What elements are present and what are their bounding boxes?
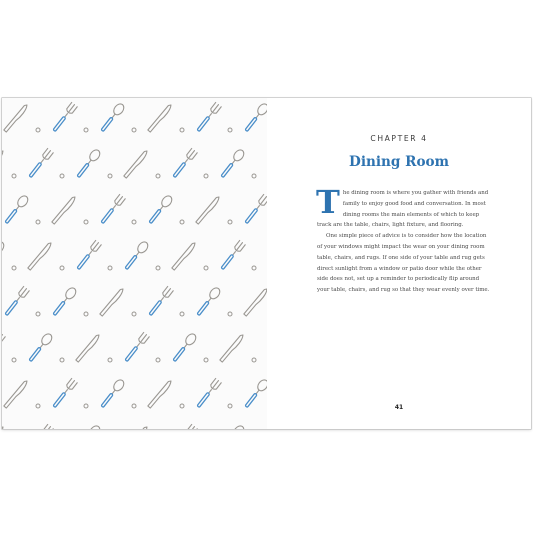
knife-icon [4,104,29,133]
dot-icon [156,174,160,178]
spoon-icon [3,194,30,225]
dot-icon [132,312,136,316]
text-line: side does not, set up a reminder to periodically flip around [317,276,480,283]
cutlery-pattern [2,98,267,429]
spoon-icon [171,332,198,363]
fork-icon [195,102,221,132]
knife-icon [28,242,53,271]
knife-icon [76,334,101,363]
spoon-icon [99,378,126,409]
spoon-icon [51,286,78,317]
dot-icon [252,358,256,362]
dot-icon [156,266,160,270]
fork-icon [243,194,267,224]
dot-icon [228,404,232,408]
knife-icon [196,196,221,225]
spoon-icon [99,102,126,133]
spoon-icon [123,240,150,271]
fork-icon [75,240,101,270]
fork-icon [27,424,53,429]
fork-icon [51,378,77,408]
dot-icon [60,174,64,178]
knife-icon [100,288,125,317]
book-spread [2,98,531,429]
dot-icon [252,174,256,178]
dot-icon [36,312,40,316]
dot-icon [228,312,232,316]
knife-icon [148,380,173,409]
dot-icon [132,128,136,132]
dot-icon [60,266,64,270]
dot-icon [84,312,88,316]
dot-icon [204,358,208,362]
dot-icon [180,128,184,132]
knife-icon [124,150,149,179]
dot-icon [132,404,136,408]
fork-icon [2,332,5,362]
fork-icon [195,378,221,408]
spoon-icon [195,286,222,317]
text-line: he dining room is where you gather with friends and [342,190,489,196]
fork-icon [219,240,245,270]
dot-icon [84,128,88,132]
chapter-title: Dining Room [349,154,449,170]
knife-icon [124,426,149,429]
chapter-label: CHAPTER 4 [370,134,428,143]
fork-icon [171,148,197,178]
knife-icon [2,150,5,179]
dot-icon [132,220,136,224]
dot-icon [228,220,232,224]
dot-icon [108,174,112,178]
body-text [316,183,497,296]
spoon-icon [219,424,246,429]
fork-icon [123,332,149,362]
spoon-icon [243,102,267,133]
text-line: direct sunlight from a window or patio door while the other [317,265,482,272]
knife-icon [2,426,5,429]
right-page [267,98,531,429]
dot-icon [36,128,40,132]
text-line: dining rooms the main elements of which to keep [342,211,480,218]
dot-icon [12,174,16,178]
spoon-icon [27,332,54,363]
dot-icon [12,358,16,362]
dot-icon [180,220,184,224]
dot-icon [180,312,184,316]
spoon-icon [147,194,174,225]
dot-icon [84,404,88,408]
knife-icon [172,242,197,271]
dot-icon [108,358,112,362]
spoon-icon [75,148,102,179]
fork-icon [51,102,77,132]
fork-icon [147,286,173,316]
fork-icon [171,424,197,429]
dot-icon [36,404,40,408]
dot-icon [252,266,256,270]
dot-icon [180,404,184,408]
paragraph-1 [316,183,497,231]
spoon-icon [243,378,267,409]
page-number: 41 [394,404,404,411]
dot-icon [36,220,40,224]
knife-icon [220,334,245,363]
dot-icon [108,266,112,270]
text-line: of your windows might impact the wear on your dining room [317,243,485,250]
knife-icon [52,196,77,225]
text-line: table, chairs, and rugs. If one side of your table and rug gets [317,254,485,261]
fork-icon [27,148,53,178]
dot-icon [204,266,208,270]
spoon-icon [219,148,246,179]
dot-icon [12,266,16,270]
dot-icon [84,220,88,224]
knife-icon [4,380,29,409]
fork-icon [3,286,29,316]
text-line: your table, chairs, and rug so that they wear evenly over time. [317,287,490,294]
text-line: track are the table, chairs, light fixture, and flooring. [317,222,464,229]
drop-cap: T [316,183,340,221]
dot-icon [204,174,208,178]
paragraph-2 [317,231,497,296]
text-line: One simple piece of advice is to consider how the location [326,233,487,240]
dot-icon [156,358,160,362]
fork-icon [99,194,125,224]
spoon-icon [2,240,6,271]
left-page-pattern-illustration [2,98,268,429]
text-line: family to enjoy good food and conversation. In most [342,200,486,207]
dot-icon [60,358,64,362]
spoon-icon [75,424,102,429]
knife-icon [244,288,267,317]
dot-icon [228,128,232,132]
knife-icon [148,104,173,133]
